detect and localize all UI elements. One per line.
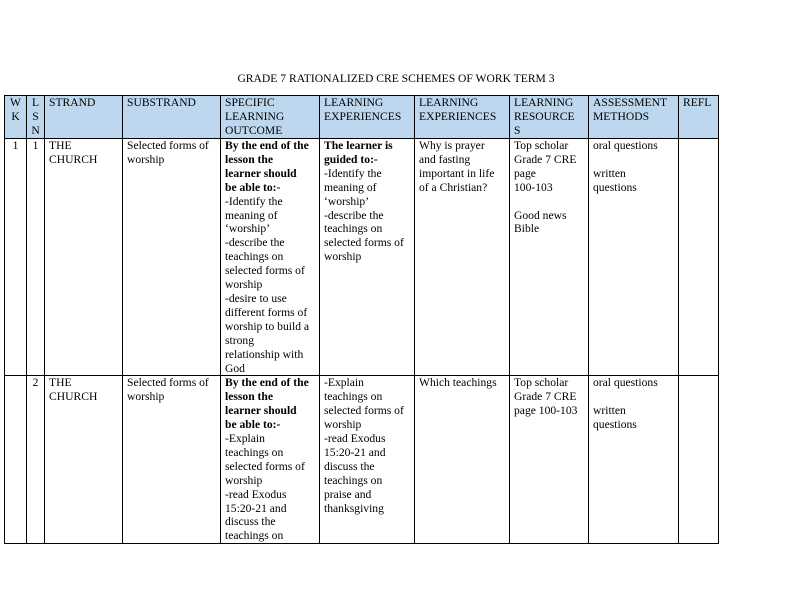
cell-resources: Top scholar Grade 7 CRE page 100-103 [510,376,589,544]
document-title: GRADE 7 RATIONALIZED CRE SCHEMES OF WORK TERM 3 [237,72,555,85]
outcome-intro: By the end of the lesson the learner should be able to:- [225,139,309,194]
header-reflection: REFL [679,96,719,139]
header-substrand: SUBSTRAND [123,96,221,139]
cell-resources: Top scholar Grade 7 CRE page 100-103 Good news Bible [510,139,589,376]
cell-lesson: 2 [27,376,45,544]
cell-lesson: 1 [27,139,45,376]
cell-assessment: oral questions written questions [589,139,679,376]
experiences-intro: The learner is guided to:- [324,139,393,166]
outcome-text: -Explain teachings on selected forms of worship -read Exodus 15:20-21 and discuss the teachings on [225,432,305,543]
outcome-intro: By the end of the lesson the learner should be able to:- [225,376,309,432]
cell-outcome [221,139,320,376]
cell-strand: THE CHURCH [45,139,123,376]
cell-inquiry: Why is prayer and fasting important in life of a Christian? [415,139,510,376]
cell-week: 1 [5,139,27,376]
header-row [5,96,719,139]
experiences-text: -Identify the meaning of ‘worship’ -describe the teachings on selected forms of worship [324,166,404,264]
header-week: W K [5,96,27,139]
cell-experiences: -Explain teachings on selected forms of worship -read Exodus 15:20-21 and discuss the teachings on praise and thanksgiving [320,376,415,544]
cell-substrand: Selected forms of worship [123,139,221,376]
header-lesson: L S N [27,96,45,139]
schemes-of-work-table [4,95,719,544]
cell-reflection [679,376,719,544]
cell-strand: THE CHURCH [45,376,123,544]
outcome-text: -Identify the meaning of ‘worship’ -describe the teachings on selected forms of worship -desire to use different forms of worship to build a strong relationship with God [225,194,310,375]
cell-experiences [320,139,415,376]
header-inquiry: LEARNING EXPERIENCES [415,96,510,139]
cell-outcome [221,376,320,544]
cell-substrand: Selected forms of worship [123,376,221,544]
header-experiences: LEARNING EXPERIENCES [320,96,415,139]
header-assessment: ASSESSMENT METHODS [589,96,679,139]
cell-assessment: oral questions written questions [589,376,679,544]
table-row [5,139,719,376]
header-strand: STRAND [45,96,123,139]
cell-reflection [679,139,719,376]
table-row [5,376,719,544]
header-resources: LEARNING RESOURCE S [510,96,589,139]
cell-week [5,376,27,544]
header-outcome: SPECIFIC LEARNING OUTCOME [221,96,320,139]
cell-inquiry: Which teachings [415,376,510,544]
